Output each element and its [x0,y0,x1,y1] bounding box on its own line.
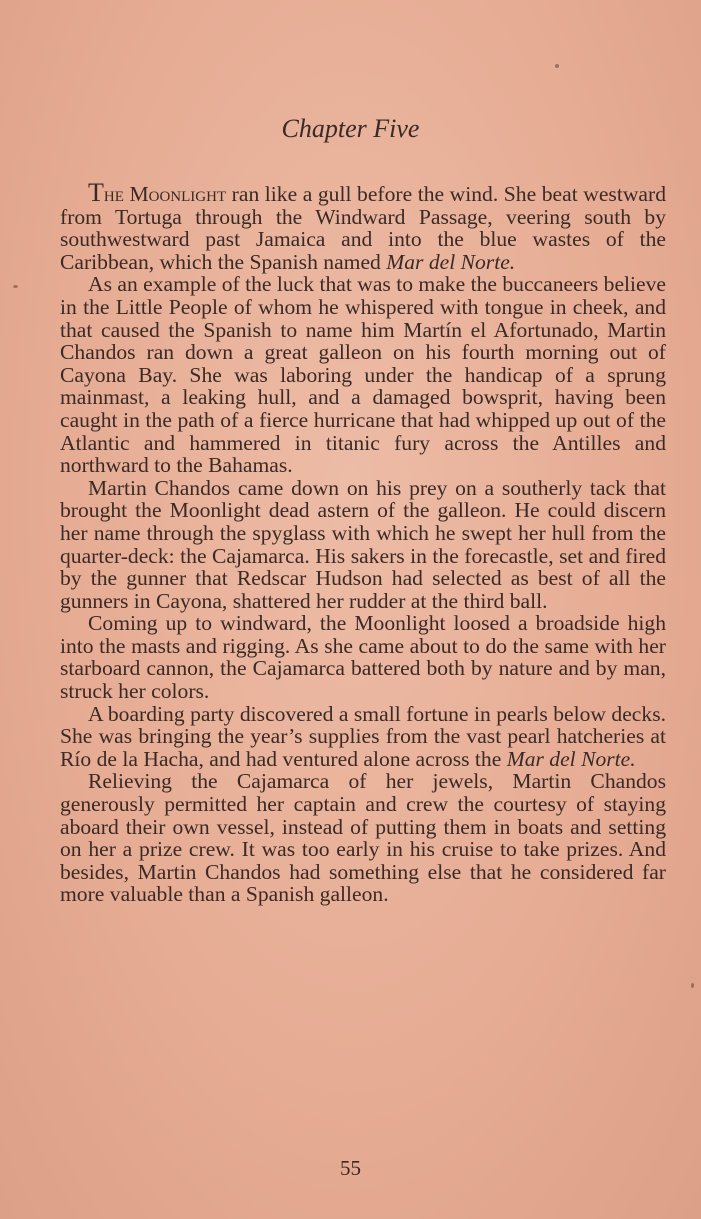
italic-phrase: Mar del Norte. [386,249,516,274]
paragraph-1 [60,178,667,274]
paragraph-5 [60,703,666,771]
paragraph-text: ran like a gull before the wind. She beat westward from Tortuga through the Windward Passage, veering south by southwestward past Jamaica and into the blue wastes of the Caribbean, which the Spanish named [60,182,667,274]
page-number: 55 [340,1156,361,1180]
paper-speck [13,285,18,288]
body-text [60,178,667,907]
paragraph-3: Martin Chandos came down on his prey on a southerly tack that brought the Moonlight dead astern of the galleon. He could discern her name through the spyglass with which he swept her hull from the quarter-deck: the Cajamarca. His sakers in the forecastle, set and fired by the gunner that Redscar Hudson had selected as best of all the gunners in Cayona, shattered her rudder at the third ball. [60,475,666,613]
paragraph-text: A boarding party discovered a small fortune in pearls below decks. She was bringing the year’s supplies from the vast pearl hatcheries at Río de la Hacha, and had ventured alone across the [60,701,666,771]
paragraph-4: Coming up to windward, the Moonlight loosed a broadside high into the masts and rigging. As she came about to do the same with her starboard cannon, the Cajamarca battered both by nature and by man, struck her colors. [60,611,666,704]
chapter-title: Chapter Five [281,114,420,143]
smallcaps-lead: he Moonlight [103,182,227,206]
paragraph-2: As an example of the luck that was to make the buccaneers believe in the Little People of whom he whispered with tongue in cheek, and that caused the Spanish to name him Martín el Afortunado, Martin Chandos ran down a great galleon on his fourth morning out of Cayona Bay. She was laboring under the handicap of a sprung mainmast, a leaking hull, and a damaged bowsprit, having been caught in the path of a fierce hurricane that had whipped up out of the Atlantic and hammered in titanic fury across the Antilles and northward to the Bahamas. [60,272,667,478]
paper-speck [691,983,694,988]
paragraph-6: Relieving the Cajamarca of her jewels, Martin Chandos generously permitted her captain and crew the courtesy of staying aboard their own vessel, instead of putting them in boats and setting on her a prize crew. It was too early in his cruise to take prizes. And besides, Martin Chandos had something else that he considered far more valuable than a Spanish galleon. [60,769,666,907]
paper-speck [555,64,559,68]
drop-cap: T [88,178,104,207]
italic-phrase: Mar del Norte. [506,746,636,771]
